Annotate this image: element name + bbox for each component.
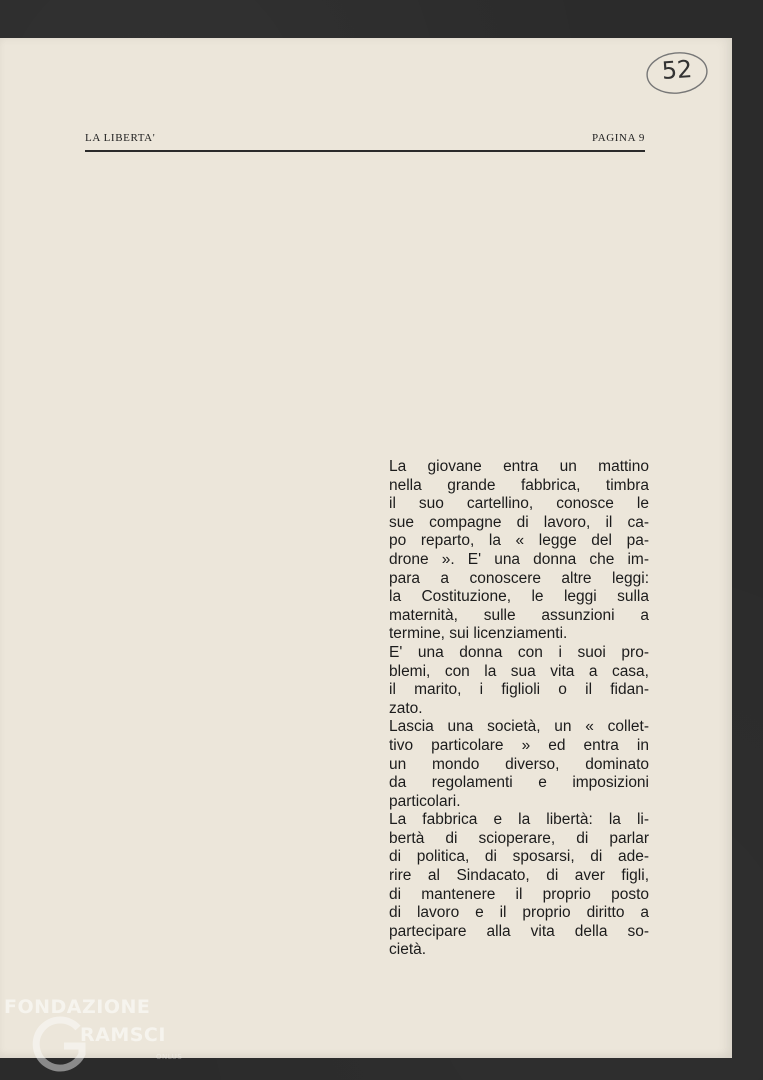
text-line: La fabbrica e la libertà: la li- [389,811,649,829]
text-line: para a conoscere altre leggi: [389,569,649,587]
text-line: La giovane entra un mattino [389,458,649,475]
text-line: bertà di scioperare, di parlar [389,829,649,847]
watermark-line-3: ONLUS [156,1053,183,1061]
text-line: zato. [389,699,423,717]
text-line: maternità, sulle assunzioni a [389,606,649,624]
text-line: blemi, con la sua vita a casa, [389,662,649,680]
text-line: rire al Sindacato, di aver figli, [389,867,649,885]
annotation-number: 52 [660,54,694,86]
text-line: di lavoro e il proprio diritto a [389,904,649,922]
text-line: termine, sui licenziamenti. [389,625,568,643]
body-paragraph [389,458,649,960]
text-line: sue compagne di lavoro, il ca- [389,513,649,531]
text-line: cietà. [389,941,427,959]
text-line: Lascia una società, un « collet- [389,718,649,736]
text-line: di mantenere il proprio posto [389,885,649,903]
text-line: partecipare alla vita della so- [389,922,649,940]
archive-watermark [4,996,204,1080]
watermark-line-2: RAMSCI [80,1024,166,1046]
document-page [0,38,732,1058]
watermark-line-1: FONDAZIONE [4,996,151,1018]
text-line: di politica, di sposarsi, di ade- [389,848,649,866]
text-line: po reparto, la « legge del pa- [389,532,649,550]
text-line: particolari. [389,792,461,810]
text-line: E' una donna con i suoi pro- [389,643,649,661]
text-line: drone ». E' una donna che im- [389,550,649,568]
handwritten-page-number [646,51,708,95]
header-section-title: LA LIBERTA' [85,132,156,144]
text-line: tivo particolare » ed entra in [389,736,649,754]
text-line: da regolamenti e imposizioni [389,774,649,792]
text-line: la Costituzione, le leggi sulla [389,588,649,606]
header-page-number: PAGINA 9 [592,132,645,144]
text-line: un mondo diverso, dominato [389,755,649,773]
text-line: il suo cartellino, conosce le [389,495,649,513]
text-line: nella grande fabbrica, timbra [389,476,649,494]
text-line: il marito, i figlioli o il fidan- [389,681,649,699]
running-header [85,130,645,152]
